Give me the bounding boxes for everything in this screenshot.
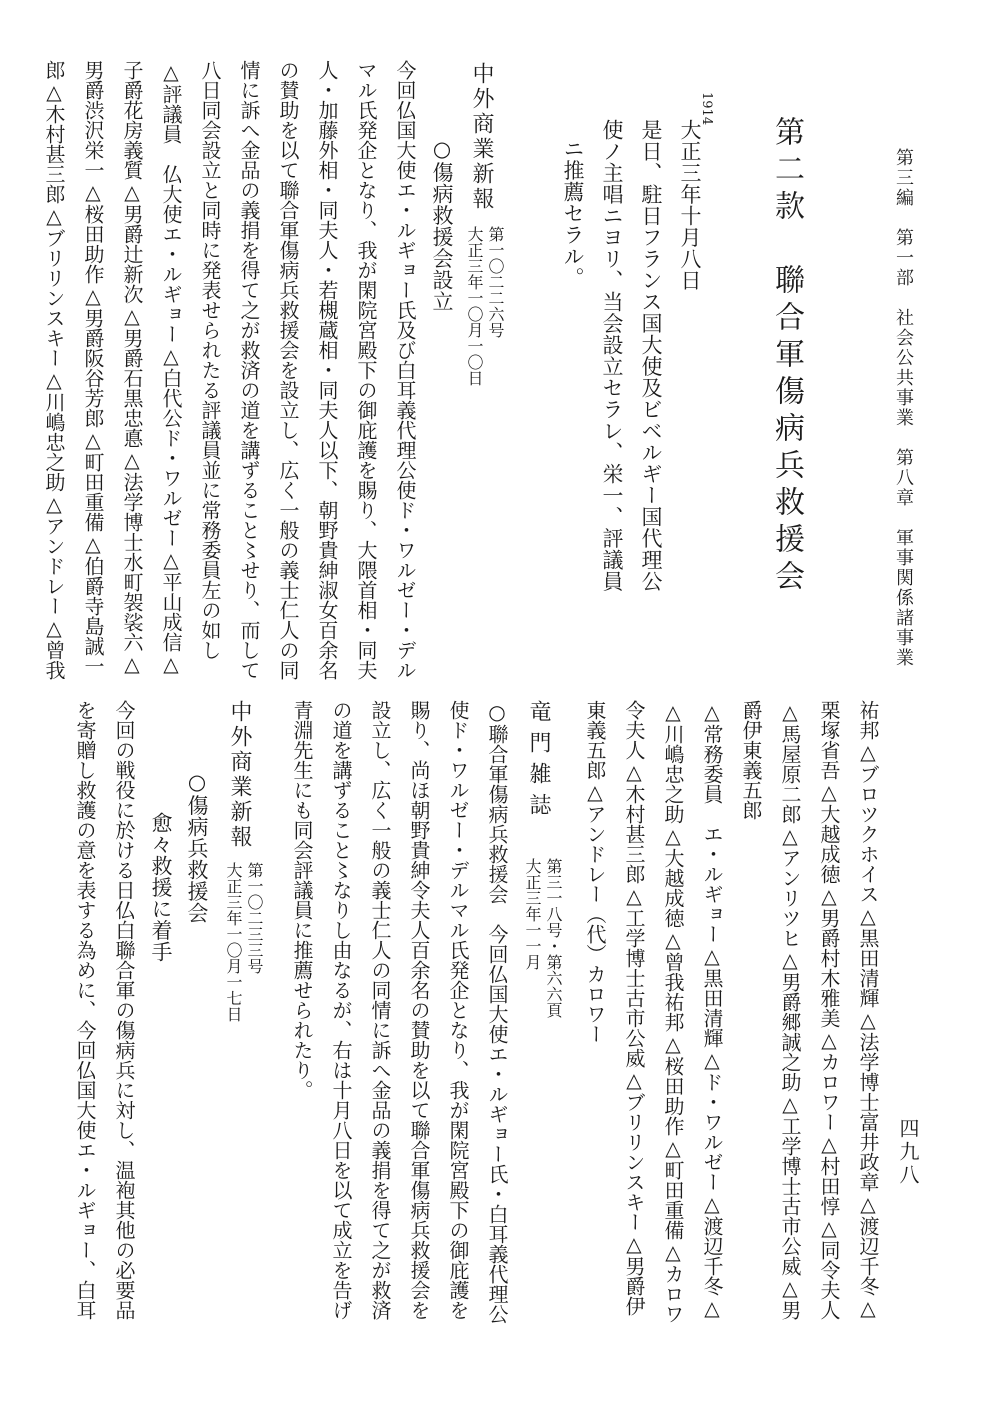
article1-line-4: の賛助を以て聯合軍傷病兵救援会を設立し、広く一般の義士仁人の同 bbox=[276, 60, 300, 680]
article2-line-2: 使ド・ワルゼー・デルマル氏発企となり、我が閑院宮殿下の御庇護を bbox=[446, 700, 470, 1320]
article1-line-1: 今回仏国大使エ・ルギョー氏及び白耳義代理公使ド・ワルゼー・デル bbox=[393, 60, 417, 680]
article1-line-12: 栗塚省吾△大越成徳△男爵村木雅美△カロワー△村田惇△同令夫人 bbox=[817, 700, 841, 1320]
article1-line-10: 郎△木村甚三郎△ブリリンスキー△川嶋忠之助△アンドレー△曾我 bbox=[42, 60, 66, 680]
article1-line-9: 男爵渋沢栄一△桜田助作△男爵阪谷芳郎△町田重備△伯爵寺島誠一 bbox=[81, 60, 105, 676]
article1-issue-date: 大正三年一〇月一〇日 bbox=[465, 226, 484, 386]
article3-issue-date: 大正三年一〇月一七日 bbox=[224, 862, 243, 1022]
running-head: 第三編 第一部 社会公共事業 第八章 軍事関係諸事業 bbox=[893, 148, 914, 668]
article1-heading: ○傷病救援会設立 bbox=[430, 137, 454, 312]
article1-line-8: 子爵花房義質△男爵辻新次△男爵石黒忠悳△法学博士水町袈裟六△ bbox=[120, 60, 144, 676]
article1-issue: 第一〇二二六号 bbox=[486, 226, 505, 338]
entry-year-note: 1914 bbox=[699, 92, 714, 126]
article2-line-6: 青淵先生にも同会評議員に推薦せられたり。 bbox=[290, 700, 314, 1100]
entry-line-3: ニ推薦セラル。 bbox=[561, 138, 585, 289]
article3-issue: 第一〇二三三号 bbox=[245, 862, 264, 974]
article3-publication: 中外商業新報 bbox=[227, 700, 252, 850]
article3-subheading: 愈々救援に着手 bbox=[149, 812, 173, 963]
article1-line-15: △常務委員 エ・ルギョー△黒田清輝△ド・ワルゼー△渡辺千冬△ bbox=[700, 700, 724, 1320]
entry-line-1: 是日、駐日フランス国大使及ビベルギー国代理公 bbox=[639, 119, 663, 592]
article2-line-1: ○聯合軍傷病兵救援会 今回仏国大使エ・ルギョー氏・白耳義代理公 bbox=[485, 700, 509, 1324]
article1-line-11: 祐邦△ブロツクホイス△黒田清輝△法学博士富井政章△渡辺千冬△ bbox=[856, 700, 880, 1320]
article1-line-14: 爵伊東義五郎 bbox=[739, 700, 763, 820]
article3-line-1: 今回の戦役に於ける日仏白聯合軍の傷病兵に対し、温袍其他の必要品 bbox=[112, 700, 136, 1320]
entry-line-2: 使ノ主唱ニヨリ、当会設立セラレ、栄一、評議員 bbox=[600, 119, 624, 592]
article1-line-2: マル氏発企となり、我が閑院宮殿下の御庇護を賜り、大隈首相・同夫 bbox=[354, 60, 378, 680]
article2-line-3: 賜り、尚ほ朝野貴紳令夫人百余名の賛助を以て聯合軍傷病兵救援会を bbox=[407, 700, 431, 1320]
article2-line-4: 設立し、広く一般の義士仁人の同情に訴へ金品の義捐を得て之が救済 bbox=[368, 700, 392, 1320]
article2-line-5: の道を講ずること〻なりし由なるが、右は十月八日を以て成立を告げ bbox=[329, 700, 353, 1320]
page-number: 四九八 bbox=[896, 1118, 920, 1187]
article1-line-17: 令夫人△木村甚三郎△工学博士古市公威△ブリリンスキー△男爵伊 bbox=[622, 700, 646, 1316]
article1-line-6: 八日同会設立と同時に発表せられたる評議員並に常務委員左の如し bbox=[198, 60, 222, 660]
article1-line-3: 人・加藤外相・同夫人・若槻蔵相・同夫人以下、朝野貴紳淑女百余名 bbox=[315, 60, 339, 680]
article2-issue: 第三一八号・第六六頁 bbox=[544, 858, 563, 1018]
article1-publication: 中外商業新報 bbox=[469, 62, 494, 212]
entry-date: 大正三年十月八日 bbox=[678, 119, 702, 291]
article3-heading: ○傷病兵救援会 bbox=[185, 770, 209, 924]
article1-line-7: △評議員 仏大使エ・ルギョー△白代公ド・ワルゼー△平山成信△ bbox=[159, 60, 183, 676]
article3-line-2: を寄贈し救護の意を表する為めに、今回仏国大使エ・ルギョー、白耳 bbox=[73, 700, 97, 1320]
article1-line-16: △川嶋忠之助△大越成徳△曾我祐邦△桜田助作△町田重備△カロワ bbox=[661, 700, 685, 1324]
section-title: 第二款 聯合軍傷病兵救援会 bbox=[769, 116, 804, 597]
article1-line-18: 東義五郎△アンドレー（代）カロワー bbox=[583, 700, 607, 1044]
article1-line-5: 情に訴へ金品の義捐を得て之が救済の道を講ずること〻せり、而して bbox=[237, 60, 261, 680]
article2-publication: 竜門雑誌 bbox=[526, 700, 551, 824]
article1-line-13: △馬屋原二郎△アンリツヒ△男爵郷誠之助△工学博士古市公威△男 bbox=[778, 700, 802, 1320]
article2-issue-date: 大正三年一一月 bbox=[523, 858, 542, 970]
